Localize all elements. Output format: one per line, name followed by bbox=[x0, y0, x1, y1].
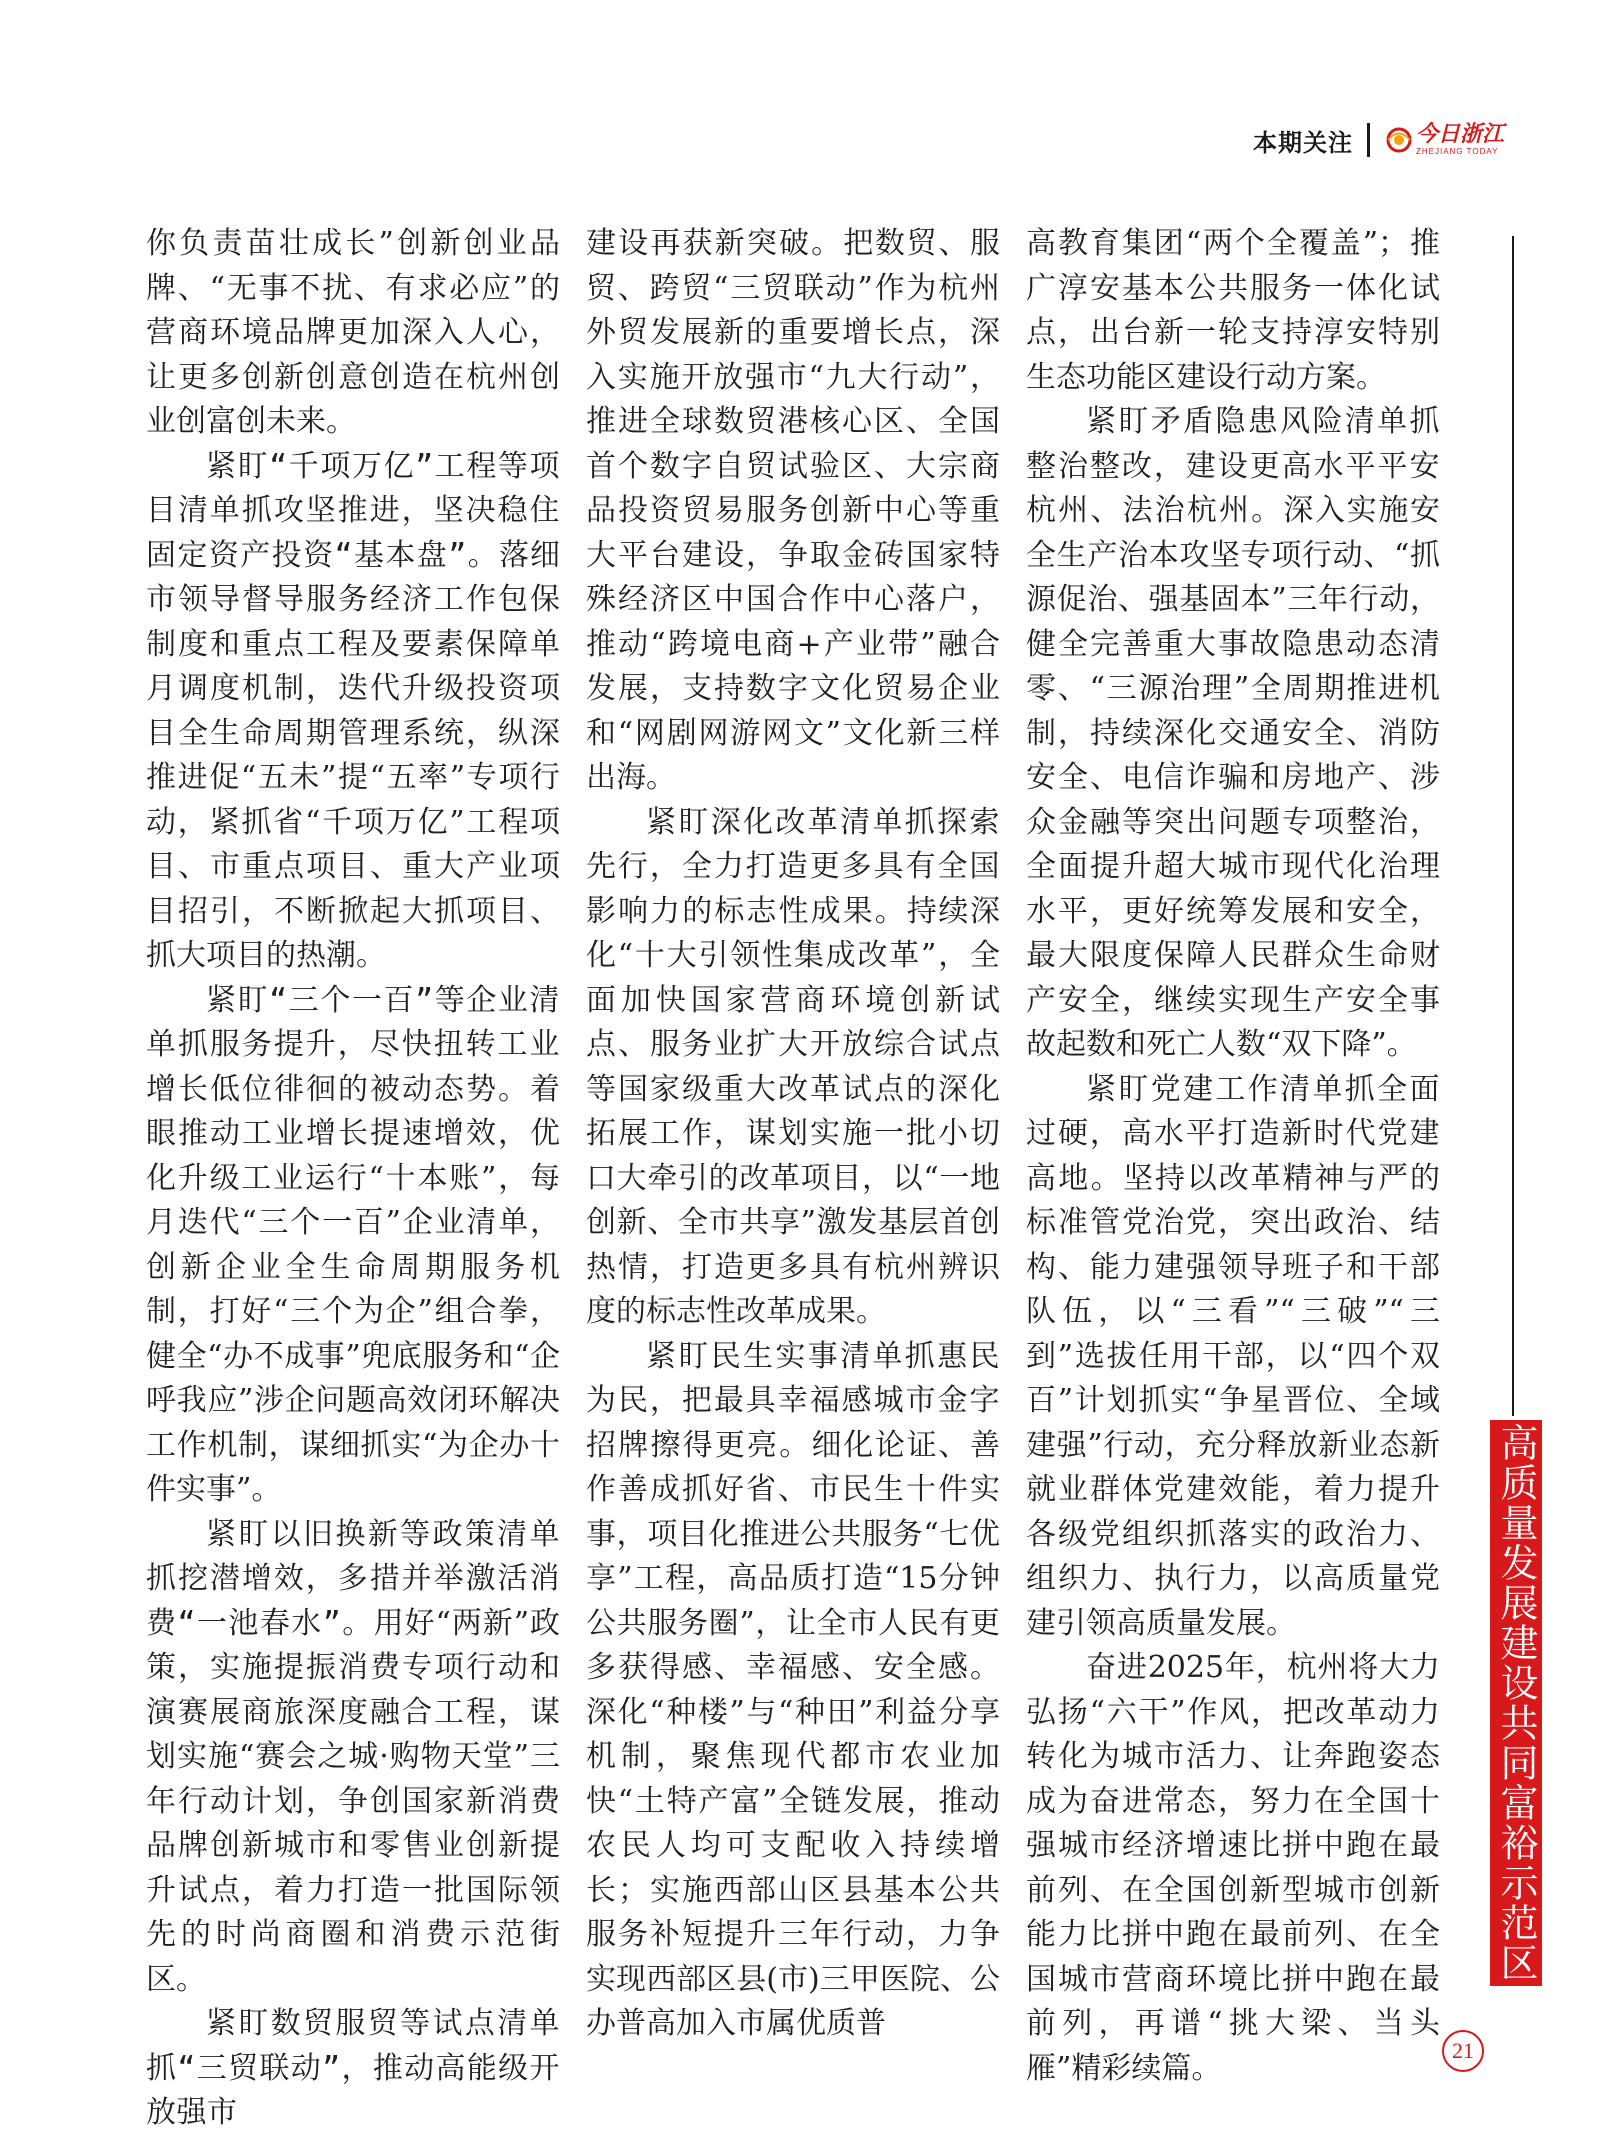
side-section-tag bbox=[1490, 1420, 1542, 1986]
paragraph-lead: 紧盯“三个一百”等企业清单抓服务提升，尽快扭转工业增长低位徘徊的被动态势。 bbox=[146, 982, 560, 1107]
paragraph: 紧盯民生实事清单抓惠民为民，把最具幸福感城市金字招牌擦得更亮。细化论证、善作善成抓好省、市民生十件实事，项目化推进公共服务“七优享”工程，高品质打造“15分钟公共服务圈”，让全市人民有更多获得感、幸福感、安全感。深化“种楼”与“种田”利益分享机制，聚焦现代都市农业加快“土特产富”全链发展，推动农民人均可支配收入持续增长；实施西部山区县基本公共服务补短提升三年行动，力争实现西部区县(市)三甲医院、公办普高加入市属优质普 bbox=[586, 1338, 1001, 2041]
paragraph-lead: 紧盯“千项万亿”工程等项目清单抓攻坚推进，坚决稳住固定资产投资“基本盘”。 bbox=[146, 448, 560, 573]
paragraph: 你负责苗壮成长”创新创业品牌、“无事不扰、有求必应”的营商环境品牌更加深入人心，让更多创新创意创造在杭州创业创富创未来。 bbox=[146, 226, 560, 439]
paragraph: 奋进2025年，杭州将大力弘扬“六干”作风，把改革动力转化为城市活力、让奔跑姿态成为奋进常态，努力在全国十强城市经济增速比拼中跑在最前列、在全国创新型城市创新能力比拼中跑在最前列、在全国城市营商环境比拼中跑在最前列，再谱“挑大梁、当头雁”精彩续篇。 bbox=[1026, 1650, 1440, 2086]
paragraph: 高教育集团“两个全覆盖”；推广淳安基本公共服务一体化试点，出台新一轮支持淳安特别生态功能区建设行动方案。 bbox=[1026, 226, 1440, 395]
section-label: 本期关注 bbox=[1252, 128, 1353, 157]
paragraph-lead: 紧盯矛盾隐患风险清单抓整治整改，建设更高水平平安杭州、法治杭州。 bbox=[1026, 404, 1440, 528]
column-3 bbox=[1026, 222, 1440, 2136]
paragraph-lead: 紧盯民生实事清单抓惠民为民，把最具幸福感城市金字招牌擦得更亮。 bbox=[586, 1338, 1000, 1463]
paragraph-lead: 紧盯以旧换新等政策清单抓挖潜增效，多措并举激活消费“一池春水”。 bbox=[146, 1516, 560, 1641]
logo-subtext: ZHEJIANG TODAY bbox=[1415, 147, 1499, 156]
paragraph: 紧盯党建工作清单抓全面过硬，高水平打造新时代党建高地。坚持以改革精神与严的标准管党治党，突出政治、结构、能力建强领导班子和干部队伍，以“三看”“三破”“三到”选拔任用干部，以“四个双百”计划抓实“争星晋位、全域建强”行动，充分释放新业态新就业群体党建效能，着力提升各级党组织抓落实的政治力、组织力、执行力，以高质量党建引领高质量发展。 bbox=[1026, 1071, 1440, 1641]
header-divider bbox=[1367, 123, 1370, 157]
paragraph bbox=[146, 2002, 560, 2136]
paragraph-lead: 紧盯深化改革清单抓探索先行，全力打造更多具有全国影响力的标志性成果。 bbox=[586, 804, 1000, 929]
paragraph: 紧盯以旧换新等政策清单抓挖潜增效，多措并举激活消费“一池春水”。用好“两新”政策，实施提振消费专项行动和演赛展商旅深度融合工程，谋划实施“赛会之城·购物天堂”三年行动计划，争创国家新消费品牌创新城市和零售业创新提升试点，着力打造一批国际领先的时尚商圈和消费示范街区。 bbox=[146, 1516, 560, 1997]
article-body bbox=[146, 222, 1440, 2136]
column-2 bbox=[586, 222, 1000, 2136]
paragraph-lead: 紧盯党建工作清单抓全面过硬，高水平打造新时代党建高地。 bbox=[1026, 1071, 1440, 1196]
paragraph: 紧盯“千项万亿”工程等项目清单抓攻坚推进，坚决稳住固定资产投资“基本盘”。落细市领导督导服务经济工作包保制度和重点工程及要素保障单月调度机制，迭代升级投资项目全生命周期管理系统，纵深推进促“五未”提“五率”专项行动，紧抓省“千项万亿”工程项目、市重点项目、重大产业项目招引，不断掀起大抓项目、抓大项目的热潮。 bbox=[146, 448, 561, 973]
column-1 bbox=[146, 222, 560, 2136]
margin-rule bbox=[1512, 236, 1514, 1416]
paragraph-lead: 建设再获新突破。 bbox=[586, 226, 844, 261]
side-tag-text: 高质量发展建设共同富裕示范区 bbox=[1494, 1423, 1538, 1983]
logo-swirl-icon bbox=[1384, 125, 1414, 155]
page-number: 21 bbox=[1442, 2030, 1484, 2072]
paragraph-lead: 紧盯数贸服贸等试点清单抓“三贸联动”，推动高能级开放强市 bbox=[146, 2006, 560, 2130]
page-header bbox=[1253, 118, 1504, 162]
paragraph: 紧盯矛盾隐患风险清单抓整治整改，建设更高水平平安杭州、法治杭州。深入实施安全生产治本攻坚专项行动、“抓源促治、强基固本”三年行动，健全完善重大事故隐患动态清零、“三源治理”全周期推进机制，持续深化交通安全、消防安全、电信诈骗和房地产、涉众金融等突出问题专项整治，全面提升超大城市现代化治理水平，更好统筹发展和安全，最大限度保障人民群众生命财产安全，继续实现生产安全事故起数和死亡人数“双下降”。 bbox=[1026, 404, 1441, 1062]
logo-text: 今日浙江 bbox=[1415, 122, 1504, 147]
paragraph: 建设再获新突破。把数贸、服贸、跨贸“三贸联动”作为杭州外贸发展新的重要增长点，深入实施开放强市“九大行动”，推进全球数贸港核心区、全国首个数字自贸试验区、大宗商品投资贸易服务创新中心等重大平台建设，争取金砖国家特殊经济区中国合作中心落户，推动“跨境电商+产业带”融合发展，支持数字文化贸易企业和“网剧网游网文”文化新三样出海。 bbox=[586, 226, 1001, 795]
magazine-logo bbox=[1384, 123, 1504, 157]
paragraph: 紧盯“三个一百”等企业清单抓服务提升，尽快扭转工业增长低位徘徊的被动态势。着眼推动工业增长提速增效，优化升级工业运行“十本账”，每月迭代“三个一百”企业清单，创新企业全生命周期服务机制，打好“三个为企”组合拳，健全“办不成事”兜底服务和“企呼我应”涉企问题高效闭环解决工作机制，谋细抓实“为企办十件实事”。 bbox=[146, 982, 560, 1507]
paragraph: 紧盯深化改革清单抓探索先行，全力打造更多具有全国影响力的标志性成果。持续深化“十大引领性集成改革”，全面加快国家营商环境创新试点、服务业扩大开放综合试点等国家级重大改革试点的深化拓展工作，谋划实施一批小切口大牵引的改革项目，以“一地创新、全市共享”激发基层首创热情，打造更多具有杭州辨识度的标志性改革成果。 bbox=[586, 804, 1001, 1329]
